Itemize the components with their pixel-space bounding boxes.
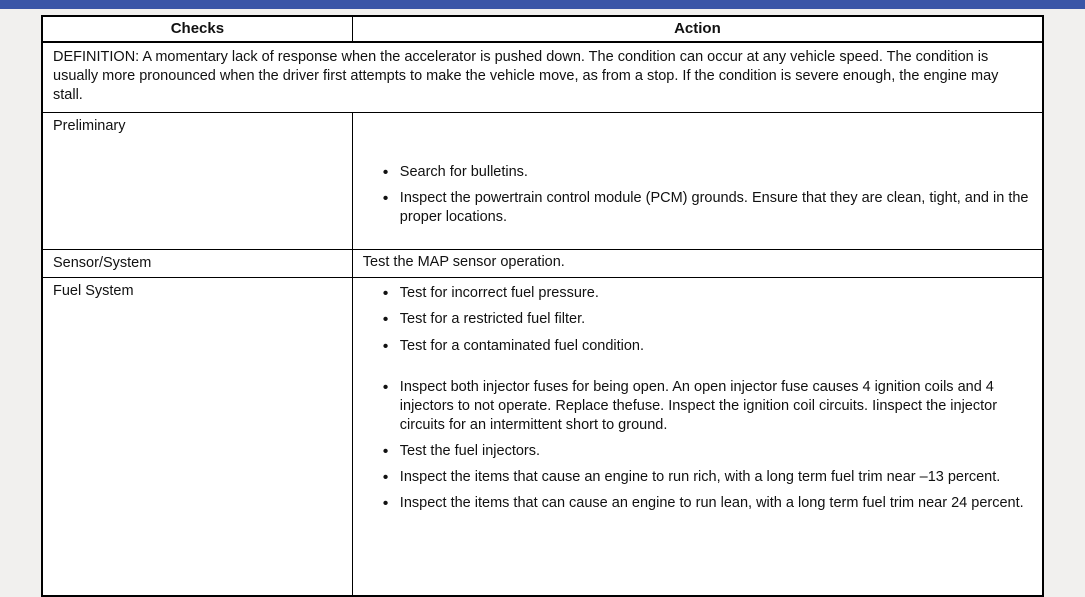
check-label: Fuel System bbox=[42, 278, 352, 596]
definition-text: DEFINITION: A momentary lack of response when the accelerator is pushed down. The condition can occur at any vehicle speed. The condition is usually more pronounced when the driver first attempts to make the vehicle move, as from a stop. If the condition is severe enough, the engine may stall. bbox=[42, 42, 1043, 113]
action-bullet: • Inspect the items that cause an engine to run rich, with a long term fuel trim near –13 percent. bbox=[383, 468, 1032, 487]
action-bullet-list bbox=[363, 280, 1032, 546]
column-header-action: Action bbox=[352, 16, 1043, 42]
action-cell bbox=[352, 113, 1043, 250]
column-header-checks: Checks bbox=[42, 16, 352, 42]
header-row bbox=[42, 16, 1043, 42]
table-row-fuel-system bbox=[42, 278, 1043, 596]
window-top-bar bbox=[0, 0, 1085, 9]
table-row-sensor-system bbox=[42, 250, 1043, 278]
action-text: Test the MAP sensor operation. bbox=[352, 250, 1043, 278]
action-bullet: • Test for incorrect fuel pressure. bbox=[383, 284, 1032, 303]
action-bullet: • Inspect the items that can cause an engine to run lean, with a long term fuel trim near 24 percent. bbox=[383, 494, 1032, 513]
action-cell bbox=[352, 278, 1043, 596]
check-label: Preliminary bbox=[42, 113, 352, 250]
document-page bbox=[0, 9, 1085, 597]
definition-row bbox=[42, 42, 1043, 113]
action-bullet-list bbox=[363, 115, 1032, 227]
action-bullet: • Test for a restricted fuel filter. bbox=[383, 310, 1032, 329]
action-bullet: • Search for bulletins. bbox=[383, 163, 1032, 182]
action-bullet: • Test the fuel injectors. bbox=[383, 442, 1032, 461]
diagnostic-checks-table bbox=[41, 15, 1044, 597]
action-bullet: • Test for a contaminated fuel condition. bbox=[383, 337, 1032, 356]
action-bullet: • Inspect the powertrain control module (PCM) grounds. Ensure that they are clean, tight, and in the proper locations. bbox=[383, 189, 1032, 227]
check-label: Sensor/System bbox=[42, 250, 352, 278]
action-bullet: • Inspect both injector fuses for being open. An open injector fuse causes 4 ignition coils and 4 injectors to not operate. Replace thefuse. Inspect the ignition coil circuits. Iinspect the injector circuits for an intermittent short to ground. bbox=[383, 378, 1032, 435]
table-row-preliminary bbox=[42, 113, 1043, 250]
table-header bbox=[42, 16, 1043, 42]
